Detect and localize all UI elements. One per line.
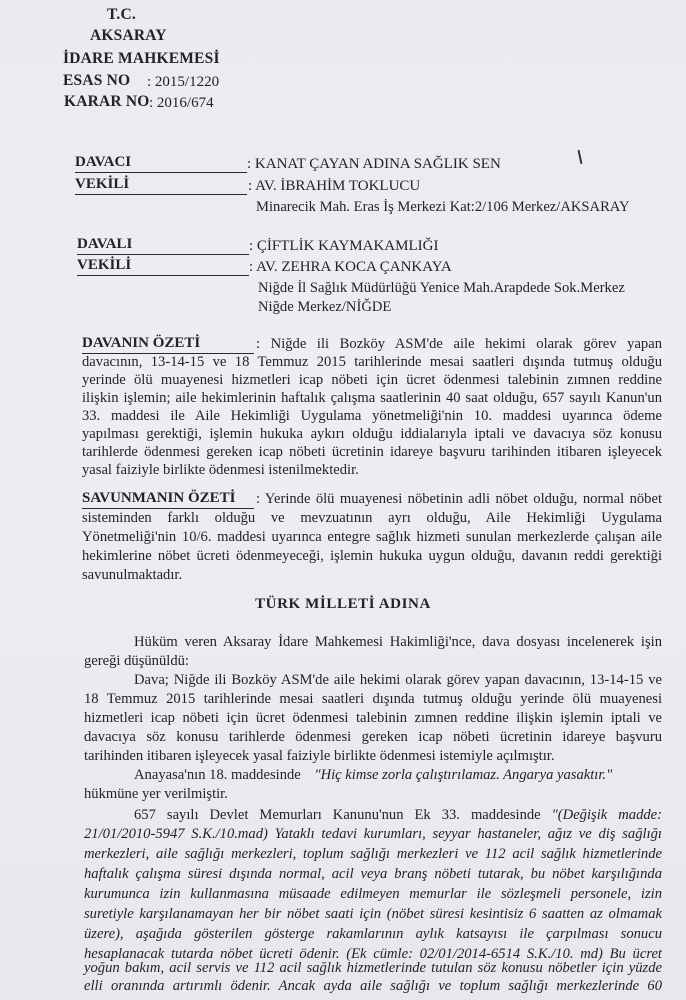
ozet-line-1: : Niğde ili Bozköy ASM'de aile hekimi olarak görev yapan bbox=[256, 336, 662, 352]
davaci-vekili-underline bbox=[75, 194, 247, 195]
ozet-line-5: 33. maddesi ile Aile Hekimliği Uygulama yönetmeliği'nin 10. maddesi uyarınca ödeme bbox=[82, 408, 662, 424]
body-p4-line-1 bbox=[134, 806, 662, 826]
davaci-vekili-address: Minarecik Mah. Eras İş Merkezi Kat:2/106 Merkez/AKSARAY bbox=[256, 199, 630, 215]
body-p3-end: hükmüne yer verilmiştir. bbox=[84, 786, 228, 802]
body-p2-line-1: Dava; Niğde ili Bozköy ASM'de aile hekimi olarak görev yapan davacının, 13-14-15 ve bbox=[134, 672, 662, 688]
ozet-label: DAVANIN ÖZETİ bbox=[82, 335, 201, 351]
body-p4-quote-start: "(Değişik madde: bbox=[551, 807, 663, 823]
pen-mark bbox=[578, 150, 583, 164]
davali-vekili-address-2: Niğde Merkez/NİĞDE bbox=[258, 299, 392, 315]
body-p4-line-2: 21/01/2010-5947 S.K./10.mad) Yataklı tedavi kurumları, seyyar hastaneler, ağız ve diş sağlığı bbox=[84, 826, 662, 842]
header-court: İDARE MAHKEMESİ bbox=[63, 50, 220, 67]
body-p4-line-10: elli oranında artırımlı ödenir. Ancak ayda aile sağlığı ve toplum sağlığı merkezlerinde 60 bbox=[84, 978, 662, 994]
savunma-line-3: Yönetmeliği'nin 10/6. maddesi uyarınca entegre sağlık hizmeti sunulan merkezlerde çalışan aile bbox=[82, 529, 662, 545]
savunma-line-1: : Yerinde ölü muayenesi nöbetinin adli nöbet olduğu, normal nöbet bbox=[256, 491, 662, 507]
body-p4-line-4: haftalık çalışma süresi dışında normal, acil veya branş nöbeti tutarak, bu nöbet karşılığında bbox=[84, 866, 662, 882]
karar-no-value: : 2016/674 bbox=[149, 95, 214, 111]
davali-label: DAVALI bbox=[77, 236, 133, 252]
body-p3-start bbox=[134, 766, 612, 786]
ozet-line-4: ilişkin işlemin; aile hekimlerinin haftalık çalışma saatlerinin 40 saat olduğu, 657 sayılı Kanun'un bbox=[82, 390, 662, 406]
body-p3-quote: "Hiç kimse zorla çalıştırılamaz. Angarya yasaktır." bbox=[314, 767, 613, 783]
body-p2-line-3: hizmetleri icap nöbeti için ücret ödenmesi talebinin zımnen reddine ilişkin işlemin iptali ve bbox=[84, 710, 662, 726]
body-p3-text: Anayasa'nın 18. maddesinde bbox=[134, 767, 301, 783]
davali-vekili-label: VEKİLİ bbox=[77, 257, 132, 273]
davaci-vekili-value: : AV. İBRAHİM TOKLUCU bbox=[248, 178, 421, 194]
davali-value: : ÇİFTLİK KAYMAKAMLIĞI bbox=[249, 238, 439, 254]
body-p4-line-8: hesaplanacak tutarda nöbet ücreti ödenir. (Ek cümle: 02/01/2014-6514 S.K./10. md) Bu ücret bbox=[84, 946, 662, 962]
davali-underline bbox=[77, 254, 249, 255]
body-p4-line-3: merkezleri, aile sağlığı merkezleri, toplum sağlığı merkezleri ve 112 acil sağlık hizmetlerinde bbox=[84, 846, 662, 862]
header-country: T.C. bbox=[107, 6, 136, 23]
savunma-line-4: hekimlerine nöbet ücreti ödenmeyeceği, işlemin hukuka uygun olduğu, davanın reddi gerektiği bbox=[82, 548, 662, 564]
davali-vekili-value: : AV. ZEHRA KOCA ÇANKAYA bbox=[249, 259, 452, 275]
header-city: AKSARAY bbox=[90, 27, 167, 44]
esas-no-label: ESAS NO bbox=[63, 72, 131, 89]
ozet-line-8: yasal faiziyle birlikte ödenmesi istenilmektedir. bbox=[82, 462, 359, 478]
karar-no-label: KARAR NO bbox=[64, 93, 150, 110]
body-p1-line-2: gereği düşünüldü: bbox=[84, 653, 189, 669]
ozet-line-7: tarihlerde ödenmesi gereken icap nöbeti ücretinin idareye başvuru tarihinden itibaren işleyecek bbox=[82, 444, 662, 460]
body-p2-line-5: tarihinden itibaren işleyecek yasal faiziyle birlikte ödenmesi istemiyle açılmıştır. bbox=[84, 748, 555, 764]
body-p2-line-4: davacıya söz konusu tarihlerde ödenmesi gereken icap nöbeti ücretinin idareye başvuru bbox=[84, 729, 662, 745]
davali-vekili-address-1: Niğde İl Sağlık Müdürlüğü Yenice Mah.Arapdede Sok.Merkez bbox=[258, 280, 625, 296]
ozet-line-2: davacının, 13-14-15 ve 18 Temmuz 2015 tarihlerinde mesai saatleri dışında tutmuş olduğu bbox=[82, 354, 662, 370]
body-p4-line-5: kurumunca izin kullanmasına müsaade edilmeyen memurlar ile sözleşmeli personele, izin bbox=[84, 886, 662, 902]
body-p4-line-6: suretiyle karşılanamayan her bir nöbet saati için (nöbet süresi kesintisiz 6 saatten az olmamak bbox=[84, 906, 662, 922]
body-p4-text: 657 sayılı Devlet Memurları Kanunu'nun Ek 33. maddesinde bbox=[134, 807, 541, 823]
body-p2-line-2: 18 Temmuz 2015 tarihlerinde mesai saatleri dışında tutmuş olduğu yerinde ölü muayenesi bbox=[84, 691, 662, 707]
body-p4-line-7: üzere), aşağıda gösterilen gösterge rakamlarının aylık katsayısı ile çarpılması sonucu bbox=[84, 926, 662, 942]
savunma-label: SAVUNMANIN ÖZETİ bbox=[82, 490, 236, 506]
davaci-vekili-label: VEKİLİ bbox=[75, 176, 130, 192]
esas-no-value: : 2015/1220 bbox=[147, 74, 220, 90]
savunma-line-2: sisteminden farklı olduğu ve mevzuatının ayrı olduğu, Aile Hekimliği Uygulama bbox=[82, 510, 662, 526]
savunma-line-5: savunulmaktadır. bbox=[82, 567, 183, 583]
body-p4-line-9: yoğun bakım, acil servis ve 112 acil sağlık hizmetlerinde tutulan söz konusu nöbetler için yüzde bbox=[84, 960, 662, 976]
davaci-value: : KANAT ÇAYAN ADINA SAĞLIK SEN bbox=[247, 156, 501, 172]
davaci-label: DAVACI bbox=[75, 154, 132, 170]
body-p1-line-1: Hüküm veren Aksaray İdare Mahkemesi Hakimliği'nce, dava dosyası incelenerek işin bbox=[134, 634, 662, 650]
ozet-line-3: yerinde ölü muayenesi hizmetleri icap nöbeti için ücret ödenmesi talebinin zımnen reddine bbox=[82, 372, 662, 388]
section-title: TÜRK MİLLETİ ADINA bbox=[255, 596, 431, 612]
davali-vekili-underline bbox=[77, 275, 249, 276]
davaci-underline bbox=[75, 172, 247, 173]
ozet-line-6: yapılması gerektiği, işlemin hukuka aykırı olduğu iddialarıyla iptali ve davacıya söz konusu bbox=[82, 426, 662, 442]
